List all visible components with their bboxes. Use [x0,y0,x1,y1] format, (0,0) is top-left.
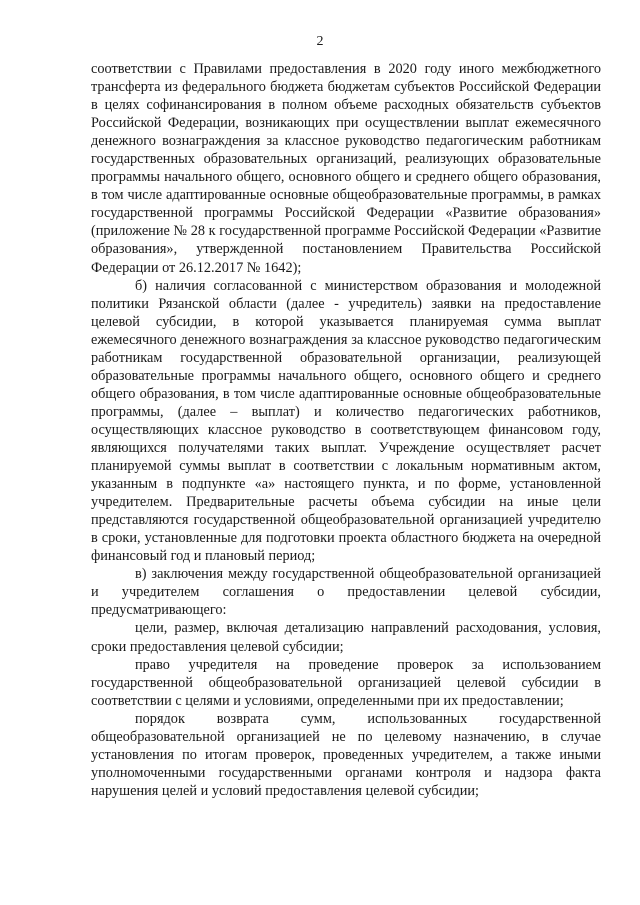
page-number: 2 [316,34,324,49]
paragraph-goals: цели, размер, включая детализацию направлений расходования, условия, сроки предоставления целевой субсидии; [91,620,601,655]
paragraph-refund-procedure: порядок возврата сумм, использованных государственной общеобразовательной организацией не по целевому назначению, в случае установления по итогам проверок, проведенных учредителем, а также иными уполномоченными государственными органами контроля и надзора факта нарушения целей и условий предоставления целевой субсидии; [91,710,601,799]
document-body [91,60,601,800]
paragraph-continuation: соответствии с Правилами предоставления в 2020 году иного межбюджетного трансферта из федерального бюджета бюджетам субъектов Российской Федерации в целях софинансирования в полном объеме расходных обязательств субъектов Российской Федерации, возникающих при осуществлении выплат ежемесячного денежного вознаграждения за классное руководство педагогическим работникам государственных образовательных организаций, реализующих образовательные программы начального общего, основного общего и среднего общего образования, в том числе адаптированные основные общеобразовательные программы, в рамках государственной программы Российской Федерации «Развитие образования» (приложение № 28 к государственной программе Российской Федерации «Развитие образования», утвержденной постановлением Правительства Российской Федерации от 26.12.2017 № 1642); [91,61,601,276]
paragraph-item-v: в) заключения между государственной общеобразовательной организацией и учредителем соглашения о предоставлении целевой субсидии, предусматривающего: [91,566,601,619]
paragraph-item-b: б) наличия согласованной с министерством образования и молодежной политики Рязанской области (далее - учредитель) заявки на предоставление целевой субсидии, в которой указывается планируемая сумма выплат ежемесячного денежного вознаграждения за классное руководство педагогическим работникам государственной образовательной организации, реализующей образовательные программы начального общего, основного общего и среднего общего образования, в том числе адаптированные основные общеобразовательные программы, (далее – выплат) и количество педагогических работников, осуществляющих классное руководство в соответствующем финансовом году, являющихся получателями таких выплат. Учреждение осуществляет расчет планируемой суммы выплат в соответствии с локальным нормативным актом, указанным в подпункте «а» настоящего пункта, и по форме, установленной учредителем. Предварительные расчеты объема субсидии на иные цели представляются государственной общеобразовательной организацией учредителю в сроки, установленные для подготовки проекта областного бюджета на очередной финансовый год и плановый период; [91,277,601,565]
paragraph-audit-right: право учредителя на проведение проверок за использованием государственной общеобразовательной организацией целевой субсидии в соответствии с целями и условиями, определенными при их предоставлении; [91,656,601,709]
